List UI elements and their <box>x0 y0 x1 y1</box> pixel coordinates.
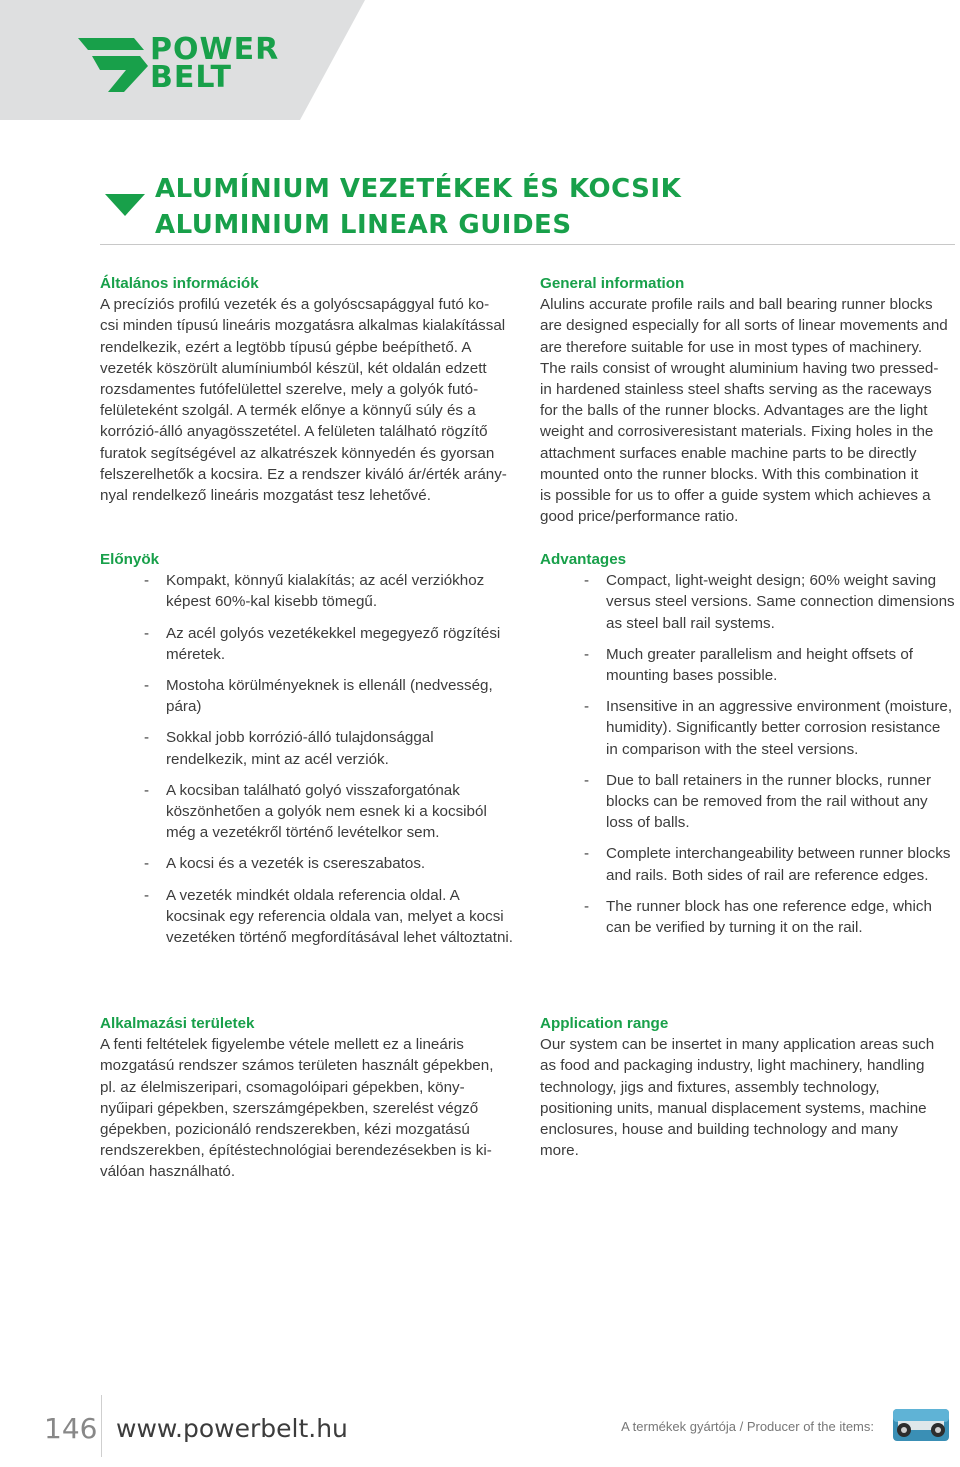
advantages-list <box>540 570 956 938</box>
list-item: - Due to ball retainers in the runner blocks, runner blocks can be removed from the rail without any loss of balls. <box>584 771 932 832</box>
page-number: 146 <box>44 1412 98 1445</box>
text-line: csi minden típusú lineáris mozgatásra alkalmas kialakítással <box>100 317 506 335</box>
list-item: - Complete interchangeability between runner blocks and rails. Both sides of rail are reference edges. <box>584 845 951 884</box>
text-line: furatok segítségével az alkatrészek könnyedén és gyorsan <box>100 444 495 462</box>
page-title-hu: ALUMÍNIUM VEZETÉKEK ÉS KOCSIK <box>155 174 682 204</box>
application-hu <box>100 1013 516 1183</box>
text-line: Our system can be insertet in many application areas such <box>540 1036 935 1054</box>
list-item: - Sokkal jobb korrózió-álló tulajdonsággal rendelkezik, mint az acél verziók. <box>144 729 434 768</box>
advantages-hu <box>100 549 516 958</box>
section-heading: Általános információk <box>100 275 259 292</box>
text-line: nyal rendelkező lineáris mozgatást tesz lehetővé. <box>100 487 431 505</box>
list-item: - The runner block has one reference edge, which can be verified by turning it on the rail. <box>584 897 932 937</box>
list-item: - Insensitive in an aggressive environment (moisture, humidity). Significantly better corrosion resistance in comparison with the steel versions. <box>584 698 953 758</box>
text-line: The rails consist of wrought aluminium having two pressed- <box>540 359 939 377</box>
advantages-list <box>100 570 516 948</box>
list-item: - A kocsiban található golyó visszaforgatónak köszönhetően a golyók nem esnek ki a kocsiból még a vezetékről történő levételkor sem. <box>144 781 487 842</box>
section-heading: General information <box>540 275 685 292</box>
brand-line-1: POWER <box>150 32 280 67</box>
paragraph <box>540 1034 956 1161</box>
section-heading: Előnyök <box>100 551 160 568</box>
text-line: nyűipari gépekben, szerszámgépekben, szerelést végző <box>100 1099 479 1117</box>
text-line: korrózió-álló anyagösszetétel. A felületen található rögzítő <box>100 423 488 441</box>
list-item: - A vezeték mindkét oldala referencia oldal. A kocsinak egy referencia oldala van, melyet a kocsi vezetéken történő megfordításával lehet változtatni. <box>144 886 513 947</box>
text-line: rendelkezik, ezért a legtöbb típusú gépbe beépíthető. A <box>100 338 472 356</box>
text-line: rendszerekben, építéstechnológiai berendezésekben is ki- <box>100 1142 492 1160</box>
text-line: is possible for us to offer a guide system which achieves a <box>540 487 931 505</box>
section-heading: Application range <box>540 1015 669 1032</box>
text-line: technology, jigs and fixtures, assembly technology, <box>540 1078 880 1096</box>
producer-label: A termékek gyártója / Producer of the items: <box>621 1419 874 1434</box>
application-en <box>540 1013 956 1161</box>
text-line: for the balls of the runner blocks. Advantages are the light <box>540 402 928 420</box>
text-line: mozgatású rendszer számos területen használt gépekben, <box>100 1057 494 1075</box>
triangle-down-icon <box>105 194 145 216</box>
paragraph <box>100 1034 516 1182</box>
text-line: felületeként szolgál. A termék előnye a könnyű súly és a <box>100 402 476 420</box>
text-line: rozsdamentes futófelülettel szerelve, mely a golyók futó- <box>100 381 479 399</box>
paragraph <box>540 294 956 527</box>
text-line: as food and packaging industry, light machinery, handling <box>540 1057 925 1075</box>
list-item: - Mostoha körülményeknek is ellenáll (nedvesség, pára) <box>144 677 493 716</box>
list-item: - Kompakt, könnyű kialakítás; az acél verziókhoz képest 60%-kal kisebb tömegű. <box>144 572 485 611</box>
text-line: felszerelhetők a kocsira. Ez a rendszer kiváló ár/érték arány- <box>100 465 507 483</box>
list-item: - A kocsi és a vezeték is csereszabatos. <box>144 855 426 873</box>
text-line: Alulins accurate profile rails and ball bearing runner blocks <box>540 296 933 314</box>
website-link[interactable]: www.powerbelt.hu <box>116 1414 348 1443</box>
footer-divider <box>101 1395 102 1457</box>
text-line: pl. az élelmiszeripari, csomagolóipari gépekben, köny- <box>100 1078 465 1096</box>
text-line: attachment surfaces enable machine parts to be directly <box>540 444 917 462</box>
text-line: vezeték köszörült alumíniumból készül, két oldalán edzett <box>100 359 487 377</box>
list-item: - Much greater parallelism and height offsets of mounting bases possible. <box>584 645 914 685</box>
text-line: positioning units, manual displacement systems, machine <box>540 1099 927 1117</box>
general-info-en <box>540 273 956 527</box>
page-title-en: ALUMINIUM LINEAR GUIDES <box>155 210 572 240</box>
brand-line-2: BELT <box>150 60 232 95</box>
text-line: good price/performance ratio. <box>540 508 739 526</box>
section-heading: Advantages <box>540 551 627 568</box>
text-line: gépekben, pozicionáló rendszerekben, kézi mozgatású <box>100 1121 470 1139</box>
general-info-hu <box>100 273 516 506</box>
text-line: mounted onto the runner blocks. With this combination it <box>540 465 919 483</box>
text-line: in hardened stainless steel shafts serving as the raceways <box>540 381 932 399</box>
text-line: válóan használható. <box>100 1163 236 1181</box>
text-line: enclosures, house and building technology and many <box>540 1121 898 1139</box>
brand-wordmark <box>150 32 280 95</box>
text-line: more. <box>540 1142 579 1160</box>
section-heading: Alkalmazási területek <box>100 1015 255 1032</box>
text-line: A fenti feltételek figyelembe vétele mellett ez a lineáris <box>100 1036 464 1054</box>
producer-logo-icon <box>890 1406 952 1444</box>
paragraph <box>100 294 516 506</box>
list-item: - Compact, light-weight design; 60% weight saving versus steel versions. Same connection dimensions as steel ball rail systems. <box>584 572 955 632</box>
advantages-en <box>540 549 956 948</box>
title-divider <box>100 244 955 245</box>
list-item: - Az acél golyós vezetékekkel megegyező rögzítési méretek. <box>144 624 501 663</box>
text-line: are designed especially for all sorts of linear movements and <box>540 317 948 335</box>
text-line: are therefore suitable for use in most types of machinery. <box>540 338 923 356</box>
text-line: A precíziós profilú vezeték és a golyóscsapággyal futó ko- <box>100 296 490 314</box>
text-line: weight and corrosiveresistant materials. Fixing holes in the <box>540 423 934 441</box>
